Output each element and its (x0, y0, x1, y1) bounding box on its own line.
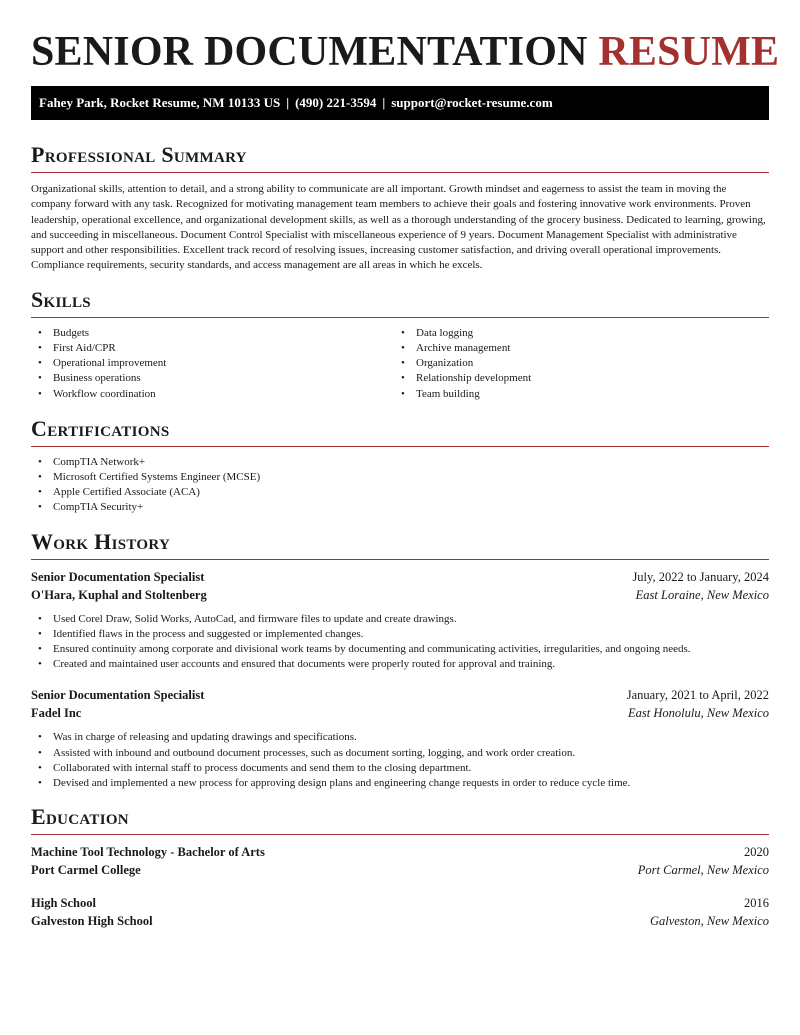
summary-text: Organizational skills, attention to detail, and a strong ability to communicate are all important. Growth mindset and eagerness to assist the team in moving the company forward with any task. Recognized for motivating management team members to achieve their goals and fostering innovative work environments. Proven leadership, operational excellence, and organizational development skills, as well as a thorough understanding of the grocery business. Dedicated to learning, growing, and succeeding in miscellaneous. Document Control Specialist with miscellaneous experience of 9 years. Document Management Specialist with administrative support and other responsibilities. Excellent track record of resolving issues, increasing customer satisfaction, and driving overall operational improvements. Compliance requirements, security standards, and access management are all areas in which he excels. (31, 183, 766, 272)
certification-item: • CompTIA Network+ (31, 455, 769, 470)
job-title: Senior Documentation Specialist (31, 569, 205, 584)
job-location: East Honolulu, New Mexico (628, 706, 769, 721)
certification-item: • CompTIA Security+ (31, 500, 769, 515)
job-dates: July, 2022 to January, 2024 (632, 569, 769, 584)
summary-section (31, 142, 769, 274)
education-school: Port Carmel College (31, 863, 141, 878)
education-school: Galveston High School (31, 914, 153, 929)
contact-bar (31, 86, 769, 120)
skill-item: • Workflow coordination (31, 387, 394, 402)
education-header-row (31, 894, 769, 912)
skills-column-left (31, 326, 394, 402)
title-main: SENIOR DOCUMENTATION (31, 29, 588, 75)
section-heading-work-history: Work History (31, 528, 171, 554)
section-heading-skills: Skills (31, 286, 91, 312)
job-location: East Loraine, New Mexico (635, 587, 769, 602)
skill-item: • Organization (394, 356, 757, 371)
skill-item: • Relationship development (394, 371, 757, 386)
job-duties-list (31, 612, 769, 673)
title-accent: RESUME (598, 29, 780, 75)
contact-separator: | (382, 95, 386, 110)
certifications-section (31, 416, 769, 516)
job-company: Fadel Inc (31, 706, 82, 721)
skills-section (31, 287, 769, 402)
certification-item: • Apple Certified Associate (ACA) (31, 485, 769, 500)
education-location: Galveston, New Mexico (649, 914, 769, 929)
resume-title (31, 0, 780, 76)
section-divider (31, 446, 769, 447)
section-divider (31, 317, 769, 318)
job-header-row (31, 686, 769, 704)
skill-item: • Business operations (31, 371, 394, 386)
skill-item: • Operational improvement (31, 356, 394, 371)
skill-item: • Budgets (31, 326, 394, 341)
education-location: Port Carmel, New Mexico (637, 863, 769, 878)
skills-grid (31, 326, 769, 402)
section-divider (31, 172, 769, 173)
education-degree: Machine Tool Technology - Bachelor of Arts (31, 845, 265, 860)
section-divider (31, 559, 769, 560)
job-company-row (31, 586, 769, 604)
section-divider (31, 834, 769, 835)
education-school-row (31, 912, 769, 930)
certification-item: • Microsoft Certified Systems Engineer (MCSE) (31, 470, 769, 485)
skill-item: • Archive management (394, 341, 757, 356)
job-dates: January, 2021 to April, 2022 (626, 688, 769, 703)
job-duties-list (31, 730, 769, 791)
education-entry (31, 843, 769, 879)
skill-item: • Team building (394, 387, 757, 402)
section-heading-certifications: Certifications (31, 415, 170, 441)
section-heading-education: Education (31, 804, 129, 830)
education-year: 2020 (744, 845, 769, 860)
skills-column-right (394, 326, 757, 402)
education-section (31, 804, 769, 930)
job-duty: • Ensured continuity among corporate and divisional work teams by documenting and communicating activities, irregularities, and ongoing needs. (31, 642, 769, 657)
education-header-row (31, 843, 769, 861)
job-duty: • Created and maintained user accounts and ensured that documents were properly routed for approval and training. (31, 657, 769, 672)
contact-email[interactable]: support@rocket-resume.com (391, 95, 553, 110)
job-title: Senior Documentation Specialist (31, 688, 205, 703)
job-entry (31, 568, 769, 673)
skill-item: • First Aid/CPR (31, 341, 394, 356)
job-company-row (31, 704, 769, 722)
skill-item: • Data logging (394, 326, 757, 341)
job-header-row (31, 568, 769, 586)
contact-address: Fahey Park, Rocket Resume, NM 10133 US (39, 95, 281, 110)
education-year: 2016 (744, 896, 769, 911)
job-duty: • Assisted with inbound and outbound document processes, such as document sorting, logging, and work order creation. (31, 746, 769, 761)
job-duty: • Was in charge of releasing and updating drawings and specifications. (31, 730, 769, 745)
education-school-row (31, 861, 769, 879)
job-duty: • Devised and implemented a new process for approving design plans and engineering change requests in order to reduce cycle time. (31, 776, 769, 791)
job-company: O'Hara, Kuphal and Stoltenberg (31, 587, 207, 602)
contact-separator: | (286, 95, 290, 110)
certifications-list (31, 455, 769, 516)
section-heading-summary: Professional Summary (31, 142, 247, 167)
work-history-section (31, 529, 769, 792)
resume-page (31, 0, 780, 930)
education-degree: High School (31, 896, 96, 911)
job-duty: • Used Corel Draw, Solid Works, AutoCad, and firmware files to update and create drawings. (31, 612, 769, 627)
job-entry (31, 686, 769, 791)
education-entry (31, 894, 769, 930)
contact-phone: (490) 221-3594 (295, 95, 377, 110)
job-duty: • Identified flaws in the process and suggested or implemented changes. (31, 627, 769, 642)
job-duty: • Collaborated with internal staff to process documents and send them to the closing department. (31, 761, 769, 776)
